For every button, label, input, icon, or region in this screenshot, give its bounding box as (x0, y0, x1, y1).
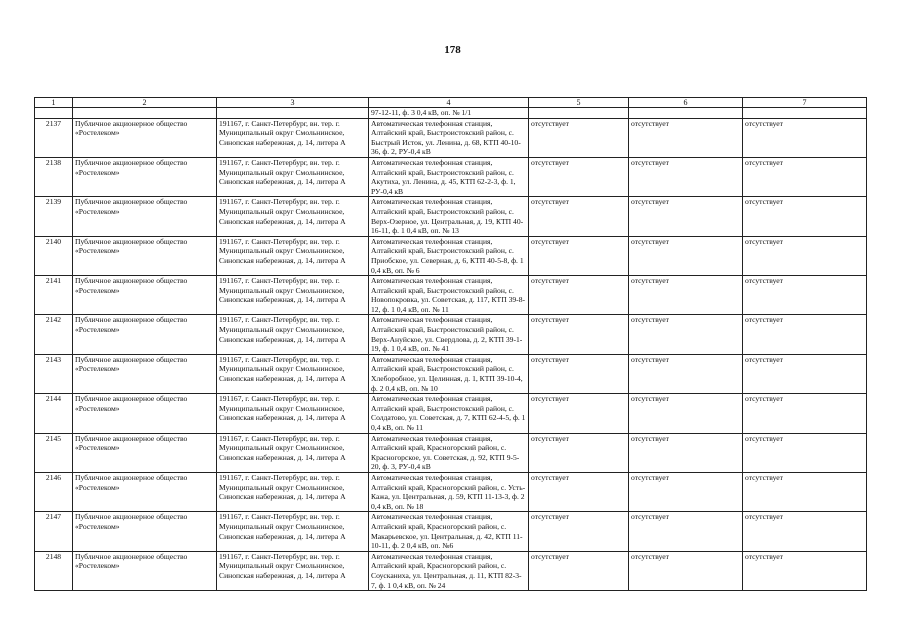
column-7-value: отсутствует (743, 512, 867, 551)
column-7-value: отсутствует (743, 551, 867, 590)
column-5-value: отсутствует (529, 197, 629, 236)
column-6-value: отсутствует (629, 276, 743, 315)
column-header: 1 (35, 98, 73, 108)
object-description: Автоматическая телефонная станция, Алтайский край, Быстроистокский район, с. Верх-Ануйское, ул. Свердлова, д. 2, КТП 39-1-19, ф. 1 0,4 кВ, оп. № 41 (369, 315, 529, 354)
owner-name: Публичное акционерное общество «Ростелеком» (73, 512, 217, 551)
row-number: 2148 (35, 551, 73, 590)
owner-name: Публичное акционерное общество «Ростелеком» (73, 197, 217, 236)
row-number: 2145 (35, 433, 73, 472)
owner-name: Публичное акционерное общество «Ростелеком» (73, 394, 217, 433)
row-number: 2141 (35, 276, 73, 315)
owner-name: Публичное акционерное общество «Ростелеком» (73, 157, 217, 196)
object-description: Автоматическая телефонная станция, Алтайский край, Быстроистокский район, с. Быстрый Исток, ул. Ленина, д. 68, КТП 40-10-36, ф. 2, РУ-0,4 кВ (369, 118, 529, 157)
owner-address: 191167, г. Санкт-Петербург, вн. тер. г. Муниципальный округ Смольнинское, Синопская набережная, д. 14, литера А (217, 197, 369, 236)
column-7-value: отсутствует (743, 354, 867, 393)
column-6-value: отсутствует (629, 197, 743, 236)
column-5-value: отсутствует (529, 354, 629, 393)
column-6-value: отсутствует (629, 472, 743, 511)
table-row (35, 157, 867, 196)
table-row (35, 315, 867, 354)
column-7-value: отсутствует (743, 472, 867, 511)
column-6-value: отсутствует (629, 394, 743, 433)
row-number: 2137 (35, 118, 73, 157)
column-5-value: отсутствует (529, 315, 629, 354)
column-6-value: отсутствует (629, 236, 743, 275)
row-number: 2146 (35, 472, 73, 511)
owner-name: Публичное акционерное общество «Ростелеком» (73, 118, 217, 157)
column-5-value: отсутствует (529, 394, 629, 433)
registry-table (34, 97, 867, 591)
row-number: 2143 (35, 354, 73, 393)
object-description: Автоматическая телефонная станция, Алтайский край, Быстроистокский район, с. Хлеборобное, ул. Целинная, д. 1, КТП 39-10-4, ф. 2 0,4 кВ, оп. № 10 (369, 354, 529, 393)
column-header: 7 (743, 98, 867, 108)
owner-name: Публичное акционерное общество «Ростелеком» (73, 315, 217, 354)
table-row (35, 551, 867, 590)
owner-name: Публичное акционерное общество «Ростелеком» (73, 433, 217, 472)
continuation-row (35, 108, 867, 119)
column-6-value: отсутствует (629, 157, 743, 196)
object-description: Автоматическая телефонная станция, Алтайский край, Красногорский район, с. Красногорское, ул. Советская, д. 92, КТП 9-5-20, ф. 3, РУ-0,4 кВ (369, 433, 529, 472)
continuation-text: 97-12-11, ф. 3 0,4 кВ, оп. № 1/1 (369, 108, 529, 119)
column-7-value: отсутствует (743, 394, 867, 433)
column-7-value: отсутствует (743, 315, 867, 354)
object-description: Автоматическая телефонная станция, Алтайский край, Быстроистокский район, с. Акутиха, ул. Ленина, д. 45, КТП 62-2-3, ф. 1, РУ-0,4 кВ (369, 157, 529, 196)
table-row (35, 118, 867, 157)
column-6-value: отсутствует (629, 551, 743, 590)
object-description: Автоматическая телефонная станция, Алтайский край, Быстроистокский район, с. Верх-Озерное, ул. Центральная, д. 19, КТП 40-16-11, ф. 1 0,4 кВ, оп. № 13 (369, 197, 529, 236)
column-7-value: отсутствует (743, 276, 867, 315)
column-header: 6 (629, 98, 743, 108)
table-row (35, 472, 867, 511)
table-row (35, 354, 867, 393)
row-number: 2140 (35, 236, 73, 275)
object-description: Автоматическая телефонная станция, Алтайский край, Быстроистокский район, с. Новопокровка, ул. Советская, д. 117, КТП 39-8-12, ф. 1 0,4 кВ, оп. № 11 (369, 276, 529, 315)
object-description: Автоматическая телефонная станция, Алтайский край, Красногорский район, с. Усть-Кажа, ул. Центральная, д. 59, КТП 11-13-3, ф. 2 0,4 кВ, оп. № 18 (369, 472, 529, 511)
owner-name: Публичное акционерное общество «Ростелеком» (73, 472, 217, 511)
table-row (35, 276, 867, 315)
row-number: 2142 (35, 315, 73, 354)
column-6-value: отсутствует (629, 433, 743, 472)
column-5-value: отсутствует (529, 118, 629, 157)
row-number: 2139 (35, 197, 73, 236)
owner-address: 191167, г. Санкт-Петербург, вн. тер. г. Муниципальный округ Смольнинское, Синопская набережная, д. 14, литера А (217, 236, 369, 275)
column-5-value: отсутствует (529, 276, 629, 315)
owner-address: 191167, г. Санкт-Петербург, вн. тер. г. Муниципальный округ Смольнинское, Синопская набережная, д. 14, литера А (217, 551, 369, 590)
column-6-value: отсутствует (629, 118, 743, 157)
column-7-value: отсутствует (743, 433, 867, 472)
owner-address: 191167, г. Санкт-Петербург, вн. тер. г. Муниципальный округ Смольнинское, Синопская набережная, д. 14, литера А (217, 472, 369, 511)
column-number-row (35, 98, 867, 108)
row-number: 2138 (35, 157, 73, 196)
column-header: 4 (369, 98, 529, 108)
object-description: Автоматическая телефонная станция, Алтайский край, Быстроистокский район, с. Солдатово, ул. Советская, д. 7, КТП 62-4-5, ф. 1 0,4 кВ, оп. № 11 (369, 394, 529, 433)
table-row (35, 394, 867, 433)
column-7-value: отсутствует (743, 197, 867, 236)
column-6-value: отсутствует (629, 512, 743, 551)
owner-address: 191167, г. Санкт-Петербург, вн. тер. г. Муниципальный округ Смольнинское, Синопская набережная, д. 14, литера А (217, 157, 369, 196)
owner-address: 191167, г. Санкт-Петербург, вн. тер. г. Муниципальный округ Смольнинское, Синопская набережная, д. 14, литера А (217, 315, 369, 354)
column-5-value: отсутствует (529, 472, 629, 511)
column-5-value: отсутствует (529, 433, 629, 472)
owner-address: 191167, г. Санкт-Петербург, вн. тер. г. Муниципальный округ Смольнинское, Синопская набережная, д. 14, литера А (217, 394, 369, 433)
owner-address: 191167, г. Санкт-Петербург, вн. тер. г. Муниципальный округ Смольнинское, Синопская набережная, д. 14, литера А (217, 433, 369, 472)
object-description: Автоматическая телефонная станция, Алтайский край, Быстроистокский район, с. Приобское, ул. Северная, д. 6, КТП 40-5-8, ф. 1 0,4 кВ, оп. № 6 (369, 236, 529, 275)
owner-address: 191167, г. Санкт-Петербург, вн. тер. г. Муниципальный округ Смольнинское, Синопская набережная, д. 14, литера А (217, 512, 369, 551)
owner-address: 191167, г. Санкт-Петербург, вн. тер. г. Муниципальный округ Смольнинское, Синопская набережная, д. 14, литера А (217, 276, 369, 315)
owner-name: Публичное акционерное общество «Ростелеком» (73, 236, 217, 275)
table-row (35, 236, 867, 275)
column-7-value: отсутствует (743, 157, 867, 196)
page-number: 178 (444, 44, 461, 56)
owner-name: Публичное акционерное общество «Ростелеком» (73, 354, 217, 393)
object-description: Автоматическая телефонная станция, Алтайский край, Красногорский район, с. Макарьевское, ул. Центральная, д. 42, КТП 11-10-11, ф. 2 0,4 кВ, оп. №6 (369, 512, 529, 551)
row-number: 2144 (35, 394, 73, 433)
column-7-value: отсутствует (743, 118, 867, 157)
owner-address: 191167, г. Санкт-Петербург, вн. тер. г. Муниципальный округ Смольнинское, Синопская набережная, д. 14, литера А (217, 354, 369, 393)
column-5-value: отсутствует (529, 157, 629, 196)
column-5-value: отсутствует (529, 551, 629, 590)
column-7-value: отсутствует (743, 236, 867, 275)
column-header: 3 (217, 98, 369, 108)
owner-name: Публичное акционерное общество «Ростелеком» (73, 551, 217, 590)
column-header: 2 (73, 98, 217, 108)
column-6-value: отсутствует (629, 354, 743, 393)
column-header: 5 (529, 98, 629, 108)
table-row (35, 197, 867, 236)
column-5-value: отсутствует (529, 512, 629, 551)
column-5-value: отсутствует (529, 236, 629, 275)
owner-name: Публичное акционерное общество «Ростелеком» (73, 276, 217, 315)
table-row (35, 433, 867, 472)
object-description: Автоматическая телефонная станция, Алтайский край, Красногорский район, с. Соусканиха, ул. Центральная, д. 11, КТП 82-3-7, ф. 1 0,4 кВ, оп. № 24 (369, 551, 529, 590)
table-row (35, 512, 867, 551)
owner-address: 191167, г. Санкт-Петербург, вн. тер. г. Муниципальный округ Смольнинское, Синопская набережная, д. 14, литера А (217, 118, 369, 157)
row-number: 2147 (35, 512, 73, 551)
column-6-value: отсутствует (629, 315, 743, 354)
